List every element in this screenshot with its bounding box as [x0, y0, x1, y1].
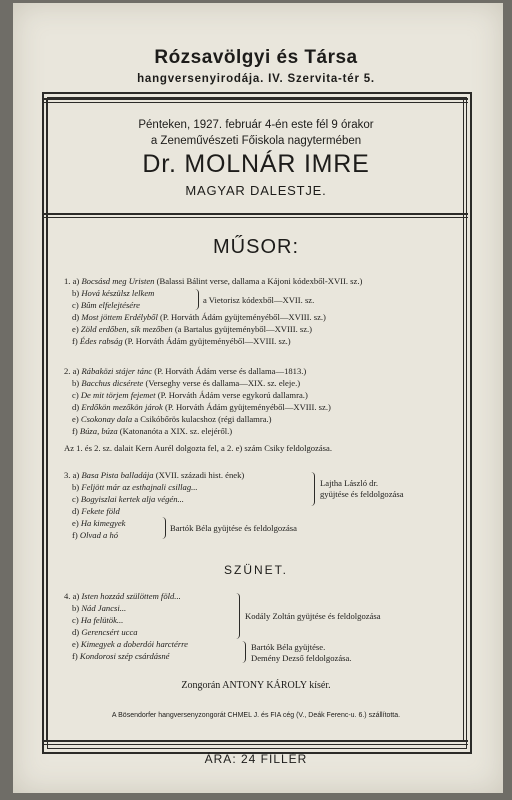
list-item: e) Csokonay dala a Csikóbőrös kulacshoz (régi dallamra.) [72, 413, 272, 424]
list-item: f) Édes rabság (P. Horváth Ádám gyüjteményéből—XVIII. sz.) [72, 335, 291, 346]
arrangement-note: Az 1. és 2. sz. dalait Kern Aurél dolgozta fel, a 2. e) szám Csiky feldolgozása. [64, 443, 332, 453]
program-group-4 [64, 591, 188, 662]
list-item: c) De mit törjem fejemet (P. Horváth Ádám verse egykorú dallamra.) [72, 389, 308, 400]
list-item: b) Hová készülsz lelkem [72, 287, 155, 298]
list-item: 4. a) Isten hozzád szülöttem föld... [64, 591, 181, 601]
bottom-rule [44, 740, 468, 742]
program-title: MŰSOR: [213, 236, 299, 258]
brace-note: Kodály Zoltán gyüjtése és feldolgozása [245, 611, 381, 621]
brace-note: Bartók Béla gyüjtése. Demény Dezső feldolgozása. [251, 642, 352, 663]
list-item: f) Olvad a hó [72, 529, 119, 540]
list-item: c) Bûm elfelejtésére [72, 299, 140, 310]
list-item: 3. a) Basa Pista balladája (XVII. századi hist. ének) [64, 470, 245, 480]
list-item: d) Fekete föld [72, 505, 120, 516]
list-item: 1. a) Bocsásd meg Uristen (Balassi Bálint verse, dallama a Kájoni kódexből-XVII. sz.) [64, 276, 363, 286]
list-item: e) Ha kimegyek [72, 517, 126, 528]
list-item: c) Bogyiszlai kertek alja végén... [72, 493, 184, 504]
list-item: d) Gerencsért ucca [72, 626, 138, 637]
ticket-price: ÁRA: 24 FILLÉR [204, 752, 308, 766]
top-rule [44, 98, 468, 100]
list-item: f) Búza, búza (Katonanóta a XIX. sz. elejéről.) [72, 425, 233, 436]
list-item: b) Bacchus dicsérete (Verseghy verse és dallama—XIX. sz. eleje.) [72, 377, 301, 388]
list-item: d) Erdőkön mezőkön járok (P. Horváth Ádám gyüjteményéből—XVIII. sz.) [72, 401, 331, 412]
list-item: b) Nád Jancsi... [72, 602, 127, 613]
list-item: e) Kimegyek a doberdói harctérre [72, 638, 188, 649]
brace-note: Lajtha László dr. gyüjtése és feldolgozása [320, 478, 404, 499]
list-item: b) Feljött már az esthajnali csillag... [72, 481, 198, 492]
event-venue-line: a Zeneművészeti Főiskola nagytermében [150, 135, 362, 147]
intermission-label: SZÜNET. [223, 563, 288, 577]
list-item: d) Most jöttem Erdélyből (P. Horváth Ádám gyüjteményéből—XVIII. sz.) [72, 311, 326, 322]
list-item: 2. a) Rábaközi stájer tánc (P. Horváth Ádám verse és dallama—1813.) [64, 366, 307, 376]
event-subtitle: MAGYAR DALESTJE. [185, 183, 327, 198]
program-group-1 [64, 276, 362, 347]
brace-mark [240, 641, 246, 663]
piano-supplier-note: A Bösendorfer hangversenyzongorát CHMEL J. és FIA cég (V., Deák Ferenc-u. 6.) szállította. [111, 712, 401, 719]
list-item: e) Zöld erdőben, sík mezőben (a Bartalus gyüjteményből—XVIII. sz.) [72, 323, 313, 334]
brace-note: a Vietorisz kódexből—XVII. sz. [203, 295, 315, 305]
event-date-line: Pénteken, 1927. február 4-én este fél 9 órakor [138, 119, 374, 131]
firm-name: Rózsavölgyi és Társa [154, 47, 358, 68]
brace-mark [309, 472, 315, 506]
performer-name: Dr. MOLNÁR IMRE [142, 150, 370, 178]
brace-mark [193, 289, 199, 310]
brace-mark [234, 593, 240, 639]
brace-mark [160, 517, 166, 539]
firm-address: hangversenyirodája. IV. Szervita-tér 5. [137, 73, 375, 85]
accompanist-line: Zongorán ANTONY KÁROLY kísér. [181, 680, 331, 691]
brace-note: Bartók Béla gyüjtése és feldolgozása [170, 523, 297, 533]
program-group-2 [64, 366, 331, 437]
list-item: c) Ha felütök... [72, 614, 124, 625]
divider-rule [44, 213, 468, 215]
list-item: f) Kondorosi szép csárdásné [72, 650, 170, 661]
